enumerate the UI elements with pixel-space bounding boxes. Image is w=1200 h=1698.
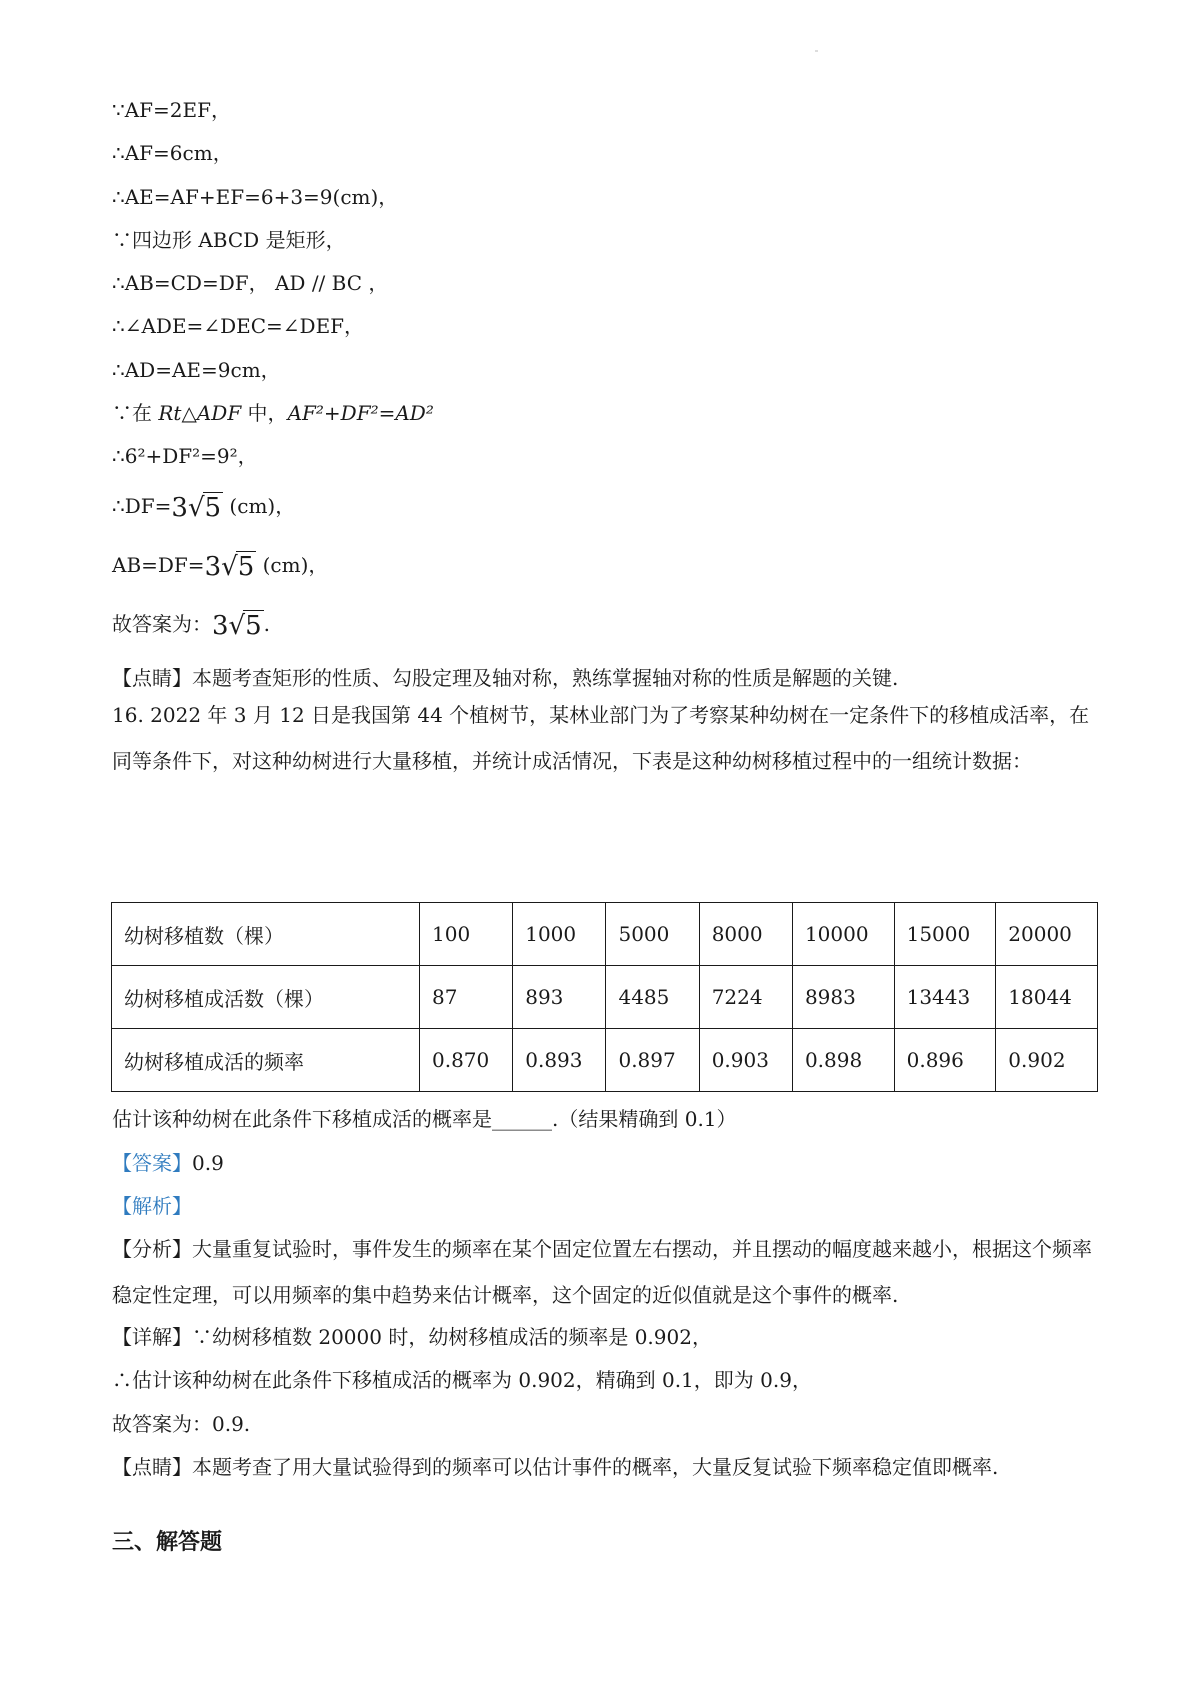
- ab-coef: 3: [204, 551, 222, 582]
- table-cell: 5000: [606, 903, 699, 966]
- table-cell: 20000: [996, 903, 1098, 966]
- proof-line-eq: ∴6²+DF²=9²，: [112, 444, 258, 468]
- proof-line-6: ∴∠ADE=∠DEC=∠DEF，: [112, 314, 365, 338]
- table-cell: 1000: [513, 903, 606, 966]
- section-heading: 三、解答题: [112, 1530, 223, 1555]
- answer-prefix: 故答案为：: [112, 612, 212, 636]
- comment-1: 【点睛】本题考查矩形的性质、勾股定理及轴对称，熟练掌握轴对称的性质是解题的关键.: [112, 666, 899, 690]
- ab-suffix: (cm)，: [256, 553, 329, 577]
- table-cell: 7224: [699, 966, 792, 1029]
- answer-sqrt: 3√5: [212, 610, 262, 641]
- df-radicand: 5: [204, 492, 222, 523]
- table-row: [112, 903, 1098, 966]
- row-label: 幼树移植成活数（棵）: [112, 966, 420, 1029]
- xiangjie-line-2: ∴估计该种幼树在此条件下移植成活的概率为 0.902，精确到 0.1，即为 0.9，: [112, 1368, 812, 1392]
- table-row: [112, 966, 1098, 1029]
- proof-line-4: ∵四边形 ABCD 是矩形，: [112, 228, 346, 252]
- comment-2: 【点睛】本题考查了用大量试验得到的频率可以估计事件的概率，大量反复试验下频率稳定值即概率.: [112, 1455, 999, 1479]
- table-cell: 10000: [792, 903, 894, 966]
- proof-line-df: [112, 492, 295, 522]
- table-cell: 0.903: [699, 1029, 792, 1092]
- proof-line-5: ∴AB=CD=DF， AD // BC ，: [112, 271, 389, 295]
- answer-row: [112, 1149, 224, 1177]
- rt-eq: AF²+DF²=AD²: [287, 401, 434, 425]
- ab-radicand: 5: [237, 551, 255, 582]
- proof-line-3: ∴AE=AF+EF=6+3=9(cm)，: [112, 185, 399, 209]
- xiangjie-line-3: 故答案为：0.9.: [112, 1412, 251, 1436]
- table-cell: 15000: [894, 903, 996, 966]
- answer-coef: 3: [212, 610, 229, 641]
- table-cell: 8000: [699, 903, 792, 966]
- proof-line-7: ∴AD=AE=9cm，: [112, 358, 281, 382]
- table-cell: 13443: [894, 966, 996, 1029]
- df-coef: 3: [171, 492, 188, 523]
- question-tail: 估计该种幼树在此条件下移植成活的概率是______.（结果精确到 0.1）: [112, 1107, 737, 1131]
- table-cell: 0.870: [420, 1029, 513, 1092]
- table-cell: 100: [420, 903, 513, 966]
- table-cell: 0.896: [894, 1029, 996, 1092]
- table-cell: 8983: [792, 966, 894, 1029]
- answer-value: 0.9: [192, 1151, 224, 1175]
- rt-prefix: ∵在: [112, 401, 159, 425]
- ab-prefix: AB=DF=: [112, 553, 205, 577]
- answer-tag: 【答案】: [112, 1151, 192, 1175]
- table-cell: 18044: [996, 966, 1098, 1029]
- table-cell: 87: [420, 966, 513, 1029]
- df-prefix: ∴DF=: [112, 494, 172, 518]
- df-suffix: (cm)，: [223, 494, 296, 518]
- proof-line-2: ∴AF=6cm，: [112, 141, 233, 165]
- table-cell: 4485: [606, 966, 699, 1029]
- table-row: [112, 1029, 1098, 1092]
- table-cell: 0.893: [513, 1029, 606, 1092]
- question-16: 16. 2022 年 3 月 12 日是我国第 44 个植树节，某林业部门为了考察某种幼树在一定条件下的移植成活率，在同等条件下，对这种幼树进行大量移植，并统计成活情况，下表是这种幼树移植过程中的一组统计数据：: [112, 703, 1090, 773]
- table-cell: 0.898: [792, 1029, 894, 1092]
- row-label: 幼树移植数（棵）: [112, 903, 420, 966]
- row-label: 幼树移植成活的频率: [112, 1029, 420, 1092]
- table-cell: 0.897: [606, 1029, 699, 1092]
- scan-speck: [815, 50, 818, 52]
- fenxi-paragraph: 【分析】大量重复试验时，事件发生的频率在某个固定位置左右摆动，并且摆动的幅度越来越小，根据这个频率稳定性定理，可以用频率的集中趋势来估计概率，这个固定的近似值就是这个事件的概率.: [112, 1237, 1092, 1307]
- statistics-table: [111, 902, 1098, 1092]
- proof-line-1: ∵AF=2EF，: [112, 98, 232, 122]
- rt-mid: 中，: [241, 401, 288, 425]
- answer-line: [112, 610, 270, 640]
- table-cell: 893: [513, 966, 606, 1029]
- rt-expr: Rt△ADF: [158, 401, 242, 425]
- table-cell: 0.902: [996, 1029, 1098, 1092]
- analysis-tag: 【解析】: [112, 1194, 192, 1218]
- proof-line-ab: [112, 551, 328, 581]
- answer-suffix: .: [263, 612, 271, 636]
- df-sqrt: 3√5: [171, 492, 222, 523]
- ab-sqrt: 3√5: [204, 551, 255, 582]
- proof-line-rt: [112, 399, 434, 427]
- xiangjie-line-1: 【详解】∵幼树移植数 20000 时，幼树移植成活的频率是 0.902，: [112, 1325, 712, 1349]
- answer-radicand: 5: [245, 610, 262, 641]
